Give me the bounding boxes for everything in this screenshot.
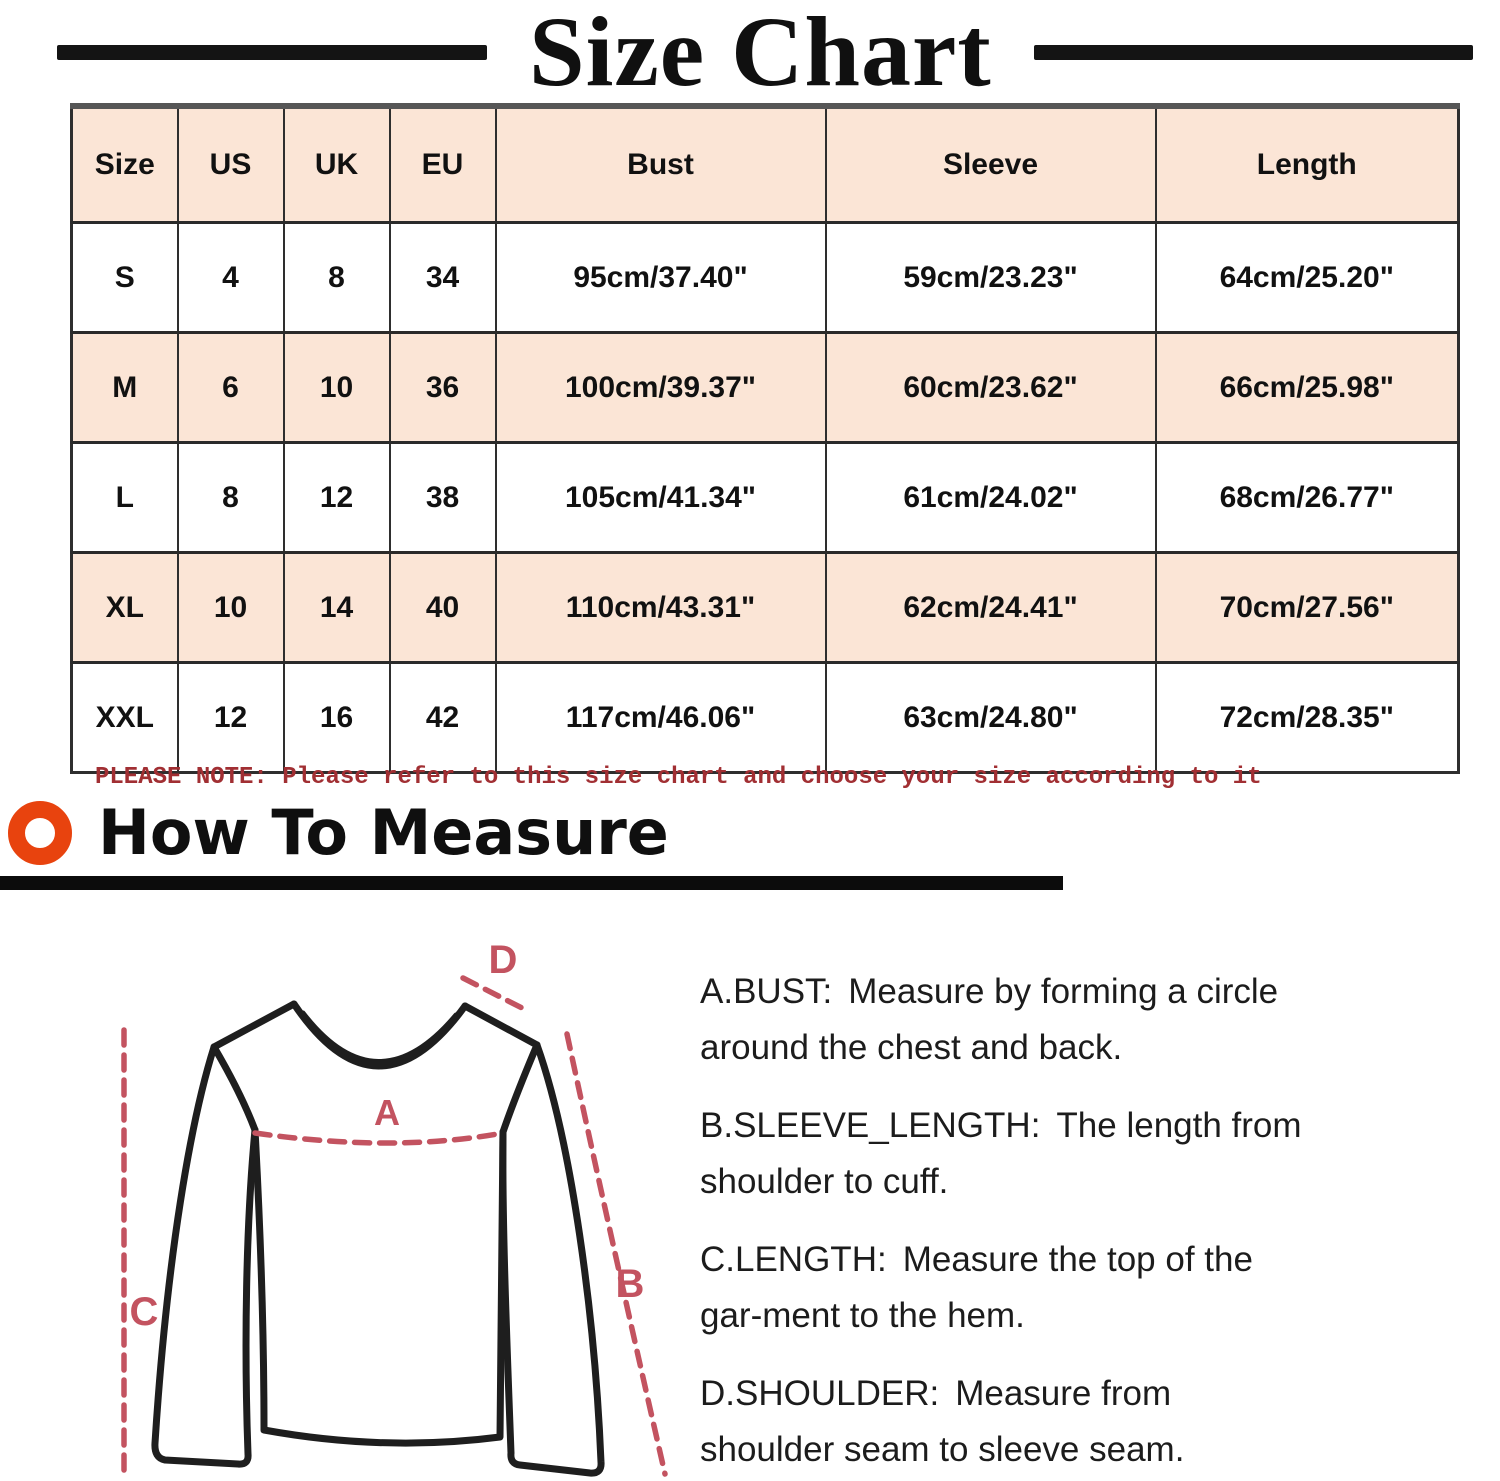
table-header-row: [72, 106, 1459, 223]
cell-sleeve: 62cm/24.41": [826, 553, 1156, 663]
header-uk: UK: [284, 106, 390, 223]
title-rule-right: [1034, 45, 1473, 60]
shoulder-line-d: [463, 978, 526, 1010]
header-sleeve: Sleeve: [826, 106, 1156, 223]
cell-us: 4: [178, 223, 284, 333]
cell-bust: 117cm/46.06": [496, 663, 826, 773]
instruction-length-text: Measure the top of the gar-ment to the hem.: [700, 1240, 1253, 1335]
cell-length: 72cm/28.35": [1156, 663, 1459, 773]
table-row-l: [72, 443, 1459, 553]
header-us: US: [178, 106, 284, 223]
cell-uk: 8: [284, 223, 390, 333]
header-size: Size: [72, 106, 178, 223]
table-row-m: [72, 333, 1459, 443]
cell-us: 12: [178, 663, 284, 773]
cell-size: L: [72, 443, 178, 553]
instruction-shoulder: [700, 1366, 1310, 1478]
how-to-measure-heading: [8, 796, 669, 869]
cell-eu: 42: [390, 663, 496, 773]
cell-eu: 34: [390, 223, 496, 333]
shirt-outline: [155, 1004, 601, 1473]
cell-size: XXL: [72, 663, 178, 773]
cell-sleeve: 61cm/24.02": [826, 443, 1156, 553]
garment-measure-diagram: [55, 925, 715, 1481]
cell-bust: 105cm/41.34": [496, 443, 826, 553]
measurement-letters: [130, 938, 645, 1334]
cell-us: 8: [178, 443, 284, 553]
cell-uk: 16: [284, 663, 390, 773]
cell-bust: 95cm/37.40": [496, 223, 826, 333]
instruction-bust: [700, 964, 1310, 1076]
cell-length: 66cm/25.98": [1156, 333, 1459, 443]
header-bust: Bust: [496, 106, 826, 223]
measurement-dash-lines: [124, 978, 665, 1474]
title-row: [57, 0, 1473, 107]
instruction-shoulder-text: Measure from shoulder seam to sleeve seam.: [700, 1374, 1185, 1469]
page-title: Size Chart: [529, 0, 992, 107]
title-rule-left: [57, 45, 487, 60]
instruction-length: [700, 1232, 1310, 1344]
size-table: [70, 103, 1460, 774]
cell-us: 6: [178, 333, 284, 443]
instruction-bust-text: Measure by forming a circle around the chest and back.: [700, 972, 1279, 1067]
label-c: C: [129, 1290, 159, 1334]
cell-eu: 40: [390, 553, 496, 663]
cell-sleeve: 60cm/23.62": [826, 333, 1156, 443]
bust-line-a: [255, 1133, 503, 1143]
label-d: D: [488, 938, 518, 982]
cell-us: 10: [178, 553, 284, 663]
header-eu: EU: [390, 106, 496, 223]
instruction-length-label: C.LENGTH:: [700, 1240, 887, 1279]
cell-length: 68cm/26.77": [1156, 443, 1459, 553]
cell-size: XL: [72, 553, 178, 663]
instruction-sleeve-label: B.SLEEVE_LENGTH:: [700, 1106, 1041, 1145]
cell-eu: 38: [390, 443, 496, 553]
instruction-bust-label: A.BUST:: [700, 972, 833, 1011]
header-length: Length: [1156, 106, 1459, 223]
cell-bust: 110cm/43.31": [496, 553, 826, 663]
cell-uk: 12: [284, 443, 390, 553]
table-row-xxl: [72, 663, 1459, 773]
instruction-shoulder-label: D.SHOULDER:: [700, 1374, 940, 1413]
table-row-xl: [72, 553, 1459, 663]
instruction-sleeve-text: The length from shoulder to cuff.: [700, 1106, 1302, 1201]
instruction-sleeve: [700, 1098, 1310, 1210]
cell-bust: 100cm/39.37": [496, 333, 826, 443]
cell-eu: 36: [390, 333, 496, 443]
cell-uk: 14: [284, 553, 390, 663]
section-divider-bar: [0, 876, 1063, 890]
table-row-s: [72, 223, 1459, 333]
bullet-ring-icon: [8, 801, 72, 865]
cell-sleeve: 63cm/24.80": [826, 663, 1156, 773]
cell-length: 70cm/27.56": [1156, 553, 1459, 663]
cell-sleeve: 59cm/23.23": [826, 223, 1156, 333]
cell-uk: 10: [284, 333, 390, 443]
measure-instructions: [700, 964, 1310, 1481]
cell-size: M: [72, 333, 178, 443]
label-b: B: [615, 1262, 645, 1306]
cell-size: S: [72, 223, 178, 333]
cell-length: 64cm/25.20": [1156, 223, 1459, 333]
label-a: A: [374, 1092, 400, 1133]
please-note-text: PLEASE NOTE: Please refer to this size chart and choose your size according to it: [95, 764, 1262, 791]
how-to-measure-title: How To Measure: [98, 796, 669, 869]
